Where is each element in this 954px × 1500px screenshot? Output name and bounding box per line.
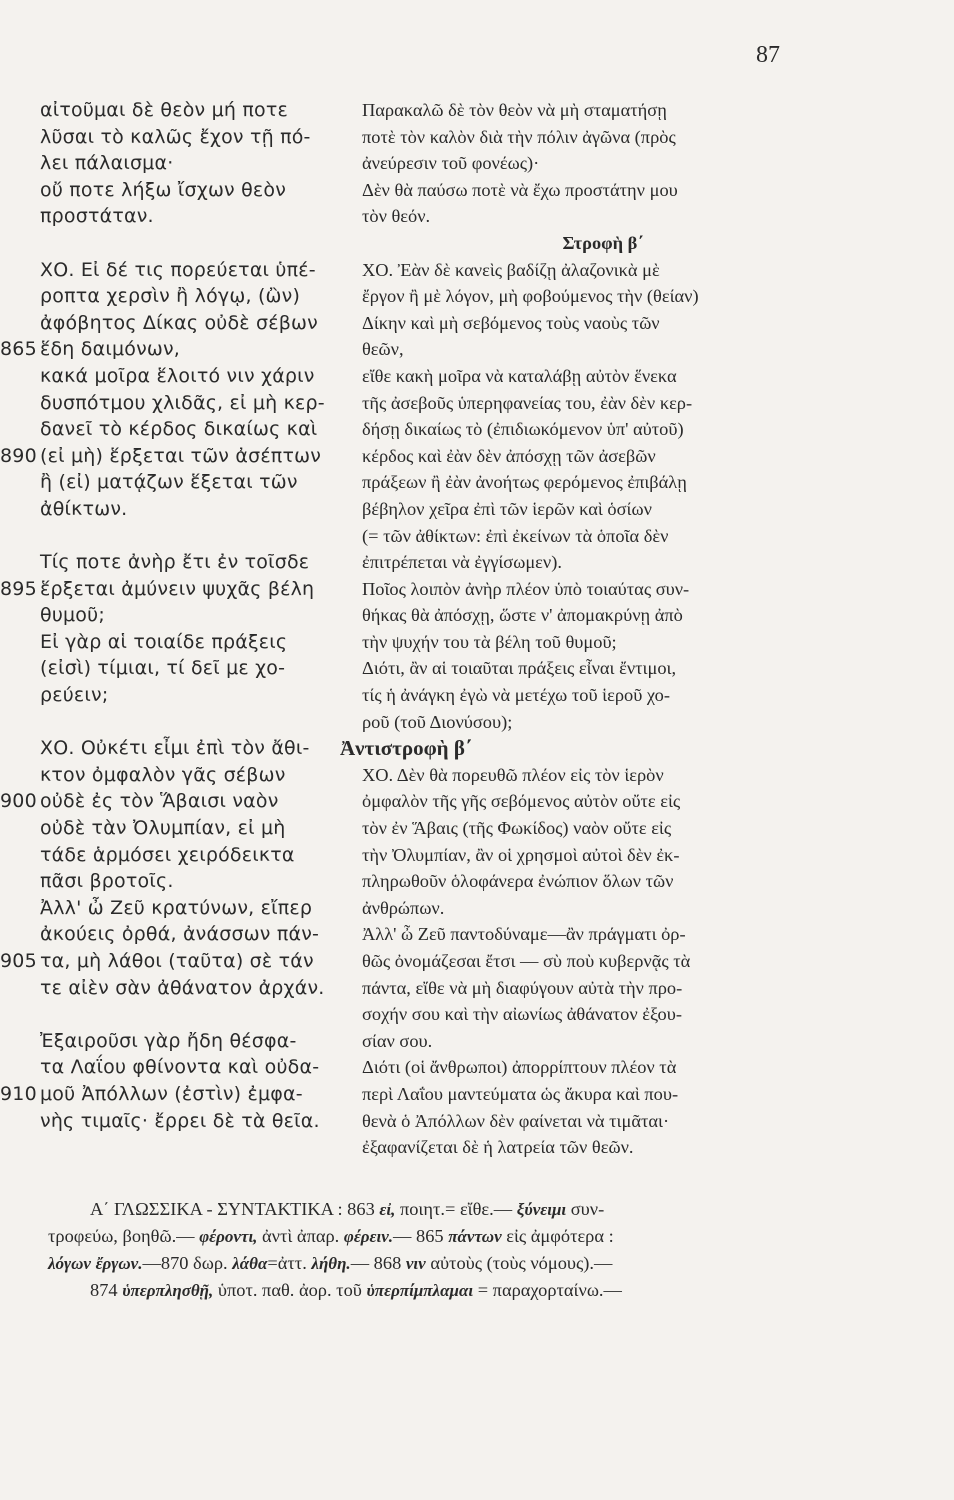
translation-line: σοχήν σου καὶ τὴν αἰωνίως ἀθάνατον ἐξου- — [362, 1004, 682, 1025]
translation-line: θῶς ὀνομάζεσαι ἔτσι — σὺ ποὺ κυβερνᾷς τὰ — [362, 951, 691, 971]
translation-line: δήσῃ δικαίως τὸ (ἐπιδιωκόμενον ὑπ' αὐτοῦ) — [362, 419, 684, 440]
translation-line: Δίκην καὶ μὴ σεβόμενος τοὺς ναοὺς τῶν — [362, 312, 660, 333]
translation-line: θήκας θὰ ἀπόσχῃ, ὥστε ν' ἀπομακρύνῃ ἀπὸ — [362, 605, 683, 626]
greek-line-numbered: 890 (εἰ μὴ) ἕρξεται τῶν ἀσέπτων — [40, 443, 345, 470]
translation-column — [340, 97, 814, 1161]
greek-line: οὔ ποτε λήξω ἴσχων θεὸν — [40, 178, 287, 201]
translation-line: πληρωθοῦν ὁλοφάνερα ἐνώπιον ὅλων τῶν — [362, 871, 674, 892]
greek-line: τα Λαΐου φθίνοντα καὶ οὐδα- — [40, 1056, 320, 1079]
antistrophe-heading: Ἀντιστροφὴ β΄ — [340, 736, 472, 761]
translation-line: Διότι, ἂν αἱ τοιαῦται πράξεις εἶναι ἔντιμοι, — [362, 658, 677, 679]
note-line: Α΄ ΓΛΩΣΣΙΚΑ - ΣΥΝΤΑΚΤΙΚΑ : 863 εἰ, ποιητ.= εἴθε.— ξύνειμι συν- — [90, 1199, 605, 1219]
translation-line: ἐξαφανίζεται δὲ ἡ λατρεία τῶν θεῶν. — [362, 1137, 634, 1158]
greek-line: τε αἰὲν σὰν ἀθάνατον ἀρχάν. — [40, 976, 325, 999]
line-number: 865 — [0, 338, 37, 361]
translation-line: ἐπιτρέπεται νὰ ἐγγίσωμεν). — [362, 552, 562, 573]
line-number: 895 — [0, 577, 37, 600]
line-number: 900 — [0, 790, 37, 813]
greek-line: ἀκούεις ὀρθά, ἀνάσσων πάν- — [40, 923, 320, 946]
translation-line: (= τῶν ἀθίκτων: ἐπὶ ἐκείνων τὰ ὁποῖα δὲν — [362, 525, 669, 546]
greek-line: λει πάλαισμα· — [40, 152, 174, 175]
greek-line-numbered: 865 ἕδη δαιμόνων, — [40, 336, 345, 363]
greek-line: προστάταν. — [40, 205, 154, 228]
greek-line: Ἐξαιροῦσι γὰρ ἤδη θέσφα- — [40, 1029, 297, 1052]
translation-line: βέβηλον χεῖρα ἐπὶ τῶν ἱερῶν καὶ ὁσίων — [362, 498, 652, 519]
page-number: 87 — [756, 42, 780, 68]
translation-line: εἴθε κακὴ μοῖρα νὰ καταλάβῃ αὐτὸν ἕνεκα — [362, 365, 677, 386]
translation-line: περὶ Λαΐου μαντεύματα ὡς ἄκυρα καὶ που- — [362, 1083, 679, 1104]
greek-line: τάδε ἁρμόσει χειρόδεικτα — [40, 843, 295, 866]
line-number: 910 — [0, 1082, 37, 1105]
greek-line: ἀθίκτων. — [40, 497, 128, 520]
greek-line: θυμοῦ; — [40, 604, 105, 627]
note-line: τροφεύω, βοηθῶ.— φέροντι, ἀντὶ ἀπαρ. φέρειν.— 865 πάντων εἰς ἀμφότερα : — [48, 1226, 614, 1246]
greek-line-numbered: 910 μοῦ Ἀπόλλων (ἐστὶν) ἐμφα- — [40, 1081, 345, 1108]
greek-line: κακά μοῖρα ἕλοιτό νιν χάριν — [40, 364, 315, 387]
translation-line: ροῦ (τοῦ Διονύσου); — [362, 711, 513, 732]
translation-line: Παρακαλῶ δὲ τὸν θεὸν νὰ μὴ σταματήσῃ — [362, 100, 667, 120]
greek-line: ἢ (εἰ) ματᾴζων ἕξεται τῶν — [40, 471, 298, 494]
translation-line: ἀνεύρεσιν τοῦ φονέως)· — [362, 153, 540, 174]
translation-line: ἔργον ἢ μὲ λόγον, μὴ φοβούμενος τὴν (θείαν) — [362, 286, 699, 307]
translation-line: τὸν ἐν Ἅβαις (τῆς Φωκίδος) ναὸν οὔτε εἰς — [362, 818, 672, 839]
note-line: 874 ὑπερπλησθῇ, ὑποτ. παθ. ἀορ. τοῦ ὑπερπίμπλαμαι = παραχορταίνω.— — [90, 1280, 622, 1300]
greek-line-numbered: 900 οὐδὲ ἐς τὸν Ἅβαισι ναὸν — [40, 788, 345, 815]
translation-line: ποτὲ τὸν καλὸν διὰ τὴν πόλιν ἀγῶνα (πρὸς — [362, 126, 676, 147]
translation-line: θενὰ ὁ Ἀπόλλων δὲν φαίνεται νὰ τιμᾶται· — [362, 1110, 670, 1131]
translation-line: ἀνθρώπων. — [362, 897, 445, 918]
translation-line: Δὲν θὰ παύσω ποτὲ νὰ ἔχω προστάτην μου — [362, 179, 678, 200]
greek-line-numbered: 905 τα, μὴ λάθοι (ταῦτα) σὲ τάν — [40, 948, 345, 975]
translation-line: ΧΟ. Δὲν θὰ πορευθῶ πλέον εἰς τὸν ἱερὸν — [362, 764, 664, 785]
translation-line: Ποῖος λοιπὸν ἀνὴρ πλέον ὑπὸ τοιαύτας συν- — [362, 578, 690, 599]
translation-line: τὴν ψυχήν του τὰ βέλη τοῦ θυμοῦ; — [362, 631, 617, 652]
translation-line: τίς ἡ ἀνάγκη ἐγὼ νὰ μετέχω τοῦ ἱεροῦ χο- — [362, 685, 670, 706]
greek-line: νὴς τιμαῖς· ἔρρει δὲ τὰ θεῖα. — [40, 1109, 320, 1132]
translation-line: τὸν θεόν. — [362, 206, 431, 227]
greek-line: ΧΟ. Οὐκέτι εἶμι ἐπὶ τὸν ἄθι- — [40, 737, 310, 760]
greek-line: κτον ὀμφαλὸν γᾶς σέβων — [40, 763, 286, 786]
strophe-heading: Στροφὴ β΄ — [562, 232, 644, 253]
greek-line: Ἀλλ' ὦ Ζεῦ κρατύνων, εἴπερ — [40, 896, 313, 919]
greek-line: οὐδὲ τὰν Ὀλυμπίαν, εἰ μὴ — [40, 817, 286, 840]
greek-line-numbered: 895 ἕρξεται ἀμύνειν ψυχᾶς βέλη — [40, 576, 345, 603]
translation-line: θεῶν, — [362, 339, 404, 360]
translation-line: Διότι (οἱ ἄνθρωποι) ἀπορρίπτουν πλέον τὰ — [362, 1057, 677, 1078]
greek-original-column — [0, 97, 345, 1134]
translation-line: κέρδος καὶ ἐὰν δὲν ἀπόσχῃ τῶν ἀσεβῶν — [362, 445, 656, 466]
translation-line: πράξεων ἢ ἐὰν ἀνοήτως φερόμενος ἐπιβάλῃ — [362, 472, 687, 493]
greek-line: Εἰ γὰρ αἱ τοιαίδε πράξεις — [40, 630, 288, 653]
translation-line: πάντα, εἴθε νὰ μὴ διαφύγουν αὐτὰ τὴν προ- — [362, 977, 683, 998]
greek-line: λῦσαι τὸ καλῶς ἔχον τῇ πό- — [40, 125, 311, 148]
greek-line: ἀφόβητος Δίκας οὐδὲ σέβων — [40, 311, 318, 334]
greek-line: δανεῖ τὸ κέρδος δικαίως καὶ — [40, 418, 318, 441]
translation-line: τῆς ἀσεβοῦς ὑπερηφανείας του, ἐὰν δὲν κερ- — [362, 392, 693, 413]
greek-line: ρεύειν; — [40, 684, 109, 707]
line-number: 890 — [0, 444, 37, 467]
greek-line: Τίς ποτε ἀνὴρ ἔτι ἐν τοῖσδε — [40, 551, 310, 574]
translation-line: ὀμφαλὸν τῆς γῆς σεβόμενος αὐτὸν οὔτε εἰς — [362, 791, 681, 812]
greek-line: ροπτα χερσὶν ἢ λόγῳ, (ὢν) — [40, 285, 301, 308]
greek-line: πᾶσι βροτοῖς. — [40, 870, 174, 893]
translation-line: ΧΟ. Ἐὰν δὲ κανεὶς βαδίζῃ ἀλαζονικὰ μὲ — [362, 259, 660, 280]
line-number: 905 — [0, 950, 37, 972]
linguistic-notes — [48, 1196, 810, 1304]
translation-line: Ἀλλ' ὦ Ζεῦ παντοδύναμε—ἂν πράγματι ὀρ- — [362, 924, 686, 945]
greek-line: ΧΟ. Εἰ δέ τις πορεύεται ὑπέ- — [40, 258, 316, 281]
greek-line: (εἰσὶ) τίμιαι, τί δεῖ με χο- — [40, 657, 286, 680]
translation-line: τὴν Ὀλυμπίαν, ἂν οἱ χρησμοὶ αὐτοὶ δὲν ἐκ- — [362, 844, 680, 865]
note-line: λόγων ἔργων.—870 δωρ. λάθα=ἀττ. λήθη.— 868 νιν αὐτοὺς (τοὺς νόμους).— — [48, 1253, 613, 1273]
translation-line: σίαν σου. — [362, 1030, 433, 1051]
greek-line: αἰτοῦμαι δὲ θεὸν μή ποτε — [40, 99, 288, 121]
greek-line: δυσπότμου χλιδᾶς, εἰ μὴ κερ- — [40, 391, 325, 414]
